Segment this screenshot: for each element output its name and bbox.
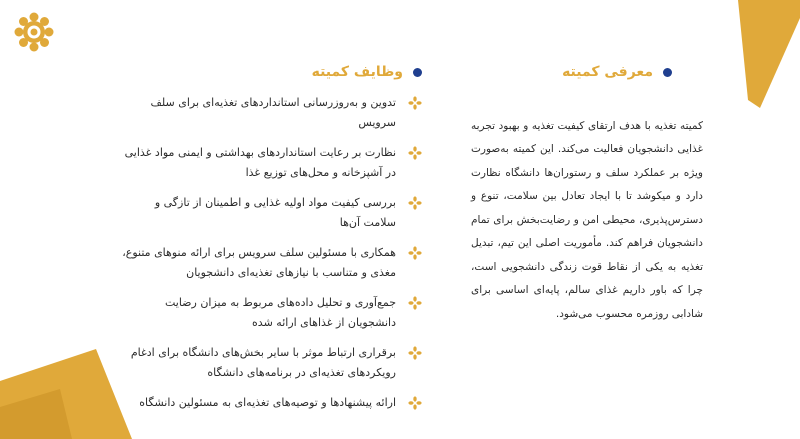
top-right-ribbon-shape — [690, 0, 800, 110]
flower-bullet-icon — [408, 96, 422, 110]
duty-item — [122, 143, 422, 183]
duty-item — [122, 393, 422, 413]
duty-item — [122, 293, 422, 333]
duty-item-text: برقراری ارتباط موثر با سایر بخش‌های دانشگاه برای ادغام رویکردهای تغذیه‌ای در برنامه‌های دانشگاه — [130, 346, 396, 379]
duty-item — [122, 193, 422, 233]
flower-bullet-icon — [408, 196, 422, 210]
duty-item — [122, 93, 422, 133]
bottom-left-ribbon-shape — [0, 319, 140, 439]
intro-paragraph: کمیته تغذیه با هدف ارتقای کیفیت تغذیه و بهبود تجربه غذایی دانشجویان فعالیت می‌کند. این کمیته به‌صورت ویژه بر عملکرد سلف و رستوران‌ها دانشگاه نظارت دارد و میکوشد تا با ایجاد تعادل بین سلامت، تنوع و دسترس‌پذیری، محیطی امن و رضایت‌بخش برای تمام دانشجویان فراهم کند. مأموریت اصلی این تیم، تبدیل تغذیه به یکی از نقاط قوت زندگی دانشجویی است، چرا که باور داریم غذای سالم، پایه‌ای اساسی برای شادابی روزمره محسوب می‌شود. — [471, 119, 703, 320]
flower-bullet-icon — [408, 296, 422, 310]
circle-dot-icon — [663, 68, 672, 77]
university-emblem-icon — [14, 12, 54, 52]
flower-bullet-icon — [408, 146, 422, 160]
intro-heading-text: معرفی کمیته — [562, 64, 653, 80]
circle-dot-icon — [413, 68, 422, 77]
duty-item-text: جمع‌آوری و تحلیل داده‌های مربوط به میزان رضایت دانشجویان از غذاهای ارائه شده — [164, 296, 396, 329]
duties-heading-text: وظایف کمیته — [311, 64, 403, 80]
flower-bullet-icon — [408, 246, 422, 260]
duty-item — [122, 343, 422, 383]
duty-item — [122, 243, 422, 283]
duty-item-text: تدوین و به‌روزرسانی استانداردهای تغذیه‌ای برای سلف سرویس — [150, 96, 396, 129]
flower-bullet-icon — [408, 396, 422, 410]
duty-item-text: ارائه پیشنهادها و توصیه‌های تغذیه‌ای به مسئولین دانشگاه — [139, 396, 396, 409]
flower-bullet-icon — [408, 346, 422, 360]
duties-list — [122, 93, 422, 423]
duty-item-text: نظارت بر رعایت استانداردهای بهداشتی و ایمنی مواد غذایی در آشپزخانه و محل‌های توزیع غذا — [124, 146, 396, 179]
duty-item-text: بررسی کیفیت مواد اولیه غذایی و اطمینان از تازگی و سلامت آن‌ها — [154, 196, 396, 229]
duties-heading — [312, 64, 422, 80]
duty-item-text: همکاری با مسئولین سلف سرویس برای ارائه منوهای متنوع، مغذی و متناسب با نیازهای تغذیه‌ای دانشجویان — [122, 246, 396, 279]
intro-heading — [562, 64, 672, 80]
